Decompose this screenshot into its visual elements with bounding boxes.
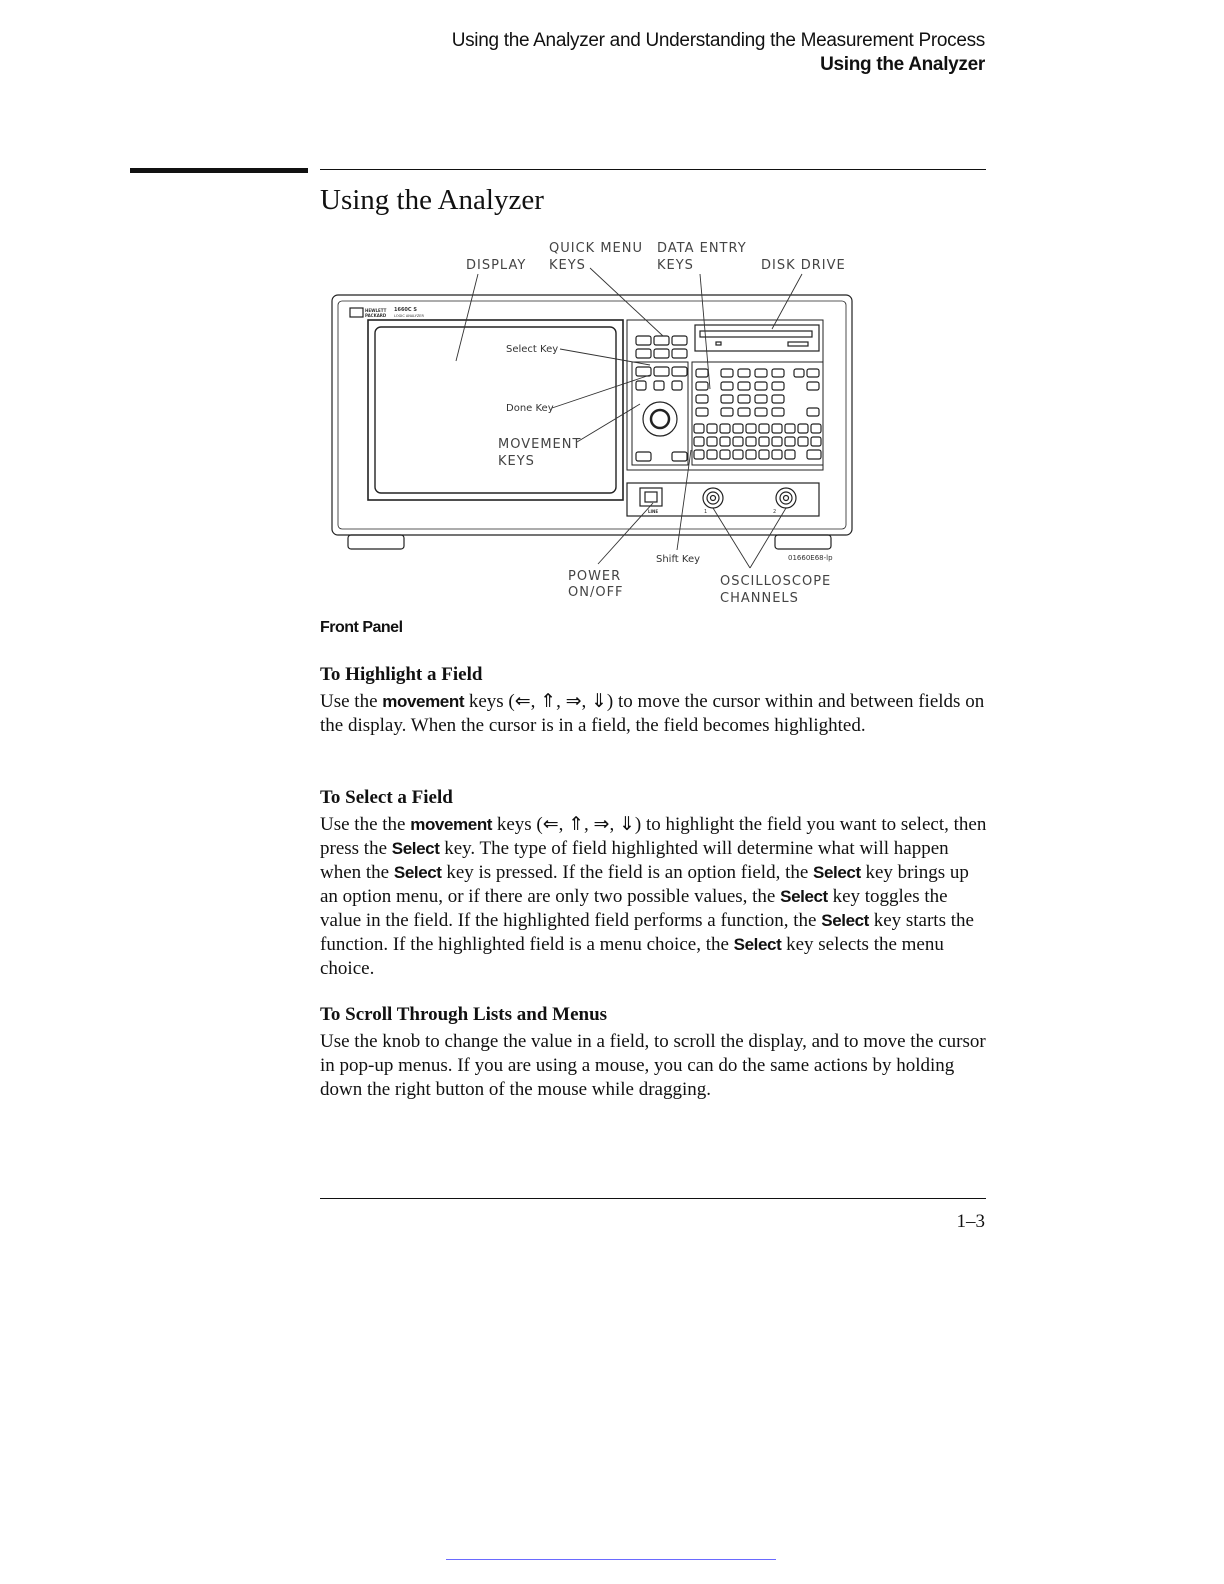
label-oscilloscope-1: OSCILLOSCOPE: [720, 574, 832, 589]
label-power-2: ON/OFF: [568, 585, 624, 600]
hp-logo: [350, 308, 363, 317]
label-power-1: POWER: [568, 569, 622, 584]
footer-link-line: [446, 1559, 776, 1560]
brand-text-1: HEWLETT: [365, 308, 387, 313]
display-bezel: [368, 320, 623, 500]
keyword-select: Select: [733, 935, 782, 954]
section-scroll-lists: [320, 1004, 988, 1102]
label-movement-2: KEYS: [498, 454, 535, 469]
label-oscilloscope-2: CHANNELS: [720, 591, 799, 606]
channel-1-label: 1: [704, 509, 708, 515]
right-foot: [775, 535, 831, 549]
keyword-select: Select: [391, 839, 440, 858]
scope-channel-2: [776, 488, 796, 508]
display-screen: [375, 327, 616, 493]
page-title: Using the Analyzer: [320, 184, 544, 216]
running-header-section: Using the Analyzer: [820, 54, 985, 75]
scope-channel-1: [703, 488, 723, 508]
disk-drive: [695, 325, 819, 351]
model-number: 1660C S: [394, 307, 417, 313]
section-body: Use the knob to change the value in a field, to scroll the display, and to move the cursor in pop-up menus. If you are using a mouse, you can do the same actions by holding down the right button of the mouse while dragging.: [320, 1031, 986, 1100]
keyword-select: Select: [780, 887, 828, 906]
keyword-select: Select: [821, 911, 869, 930]
label-data-entry-1: DATA ENTRY: [657, 241, 747, 256]
data-entry-keys: [694, 369, 821, 459]
front-panel-diagram: [320, 232, 880, 612]
header-rule-thick: [130, 168, 308, 173]
section-body: Use the movement keys (⇐, ⇑, ⇒, ⇓) to move the cursor within and between fields on the display. When the cursor is in a field, the field becomes highlighted.: [320, 691, 985, 736]
footer-rule: [320, 1198, 986, 1199]
keyword-movement: movement: [410, 815, 493, 834]
label-display: DISPLAY: [466, 258, 527, 273]
label-shift-key: Shift Key: [656, 554, 701, 565]
section-heading: To Select a Field: [320, 787, 453, 808]
keyword-movement: movement: [382, 692, 465, 711]
keyword-select: Select: [813, 863, 861, 882]
channel-2-label: 2: [773, 509, 777, 515]
model-subtitle: LOGIC ANALYZER: [394, 314, 424, 318]
label-select-key: Select Key: [506, 344, 559, 355]
movement-keys: [636, 367, 687, 461]
section-highlight-field: [320, 664, 988, 738]
knob-inner: [651, 410, 669, 428]
section-body: Use the the movement keys (⇐, ⇑, ⇒, ⇓) to highlight the field you want to select, then press the Select key. The type of field highlighted will determine what will happen when the Select key is pressed. If the field is an option field, the Select key brings up an option menu, or if there are only two possible values, the Select key toggles the value in the field. If the highlighted field performs a function, the Select key starts the function. If the highlighted field is a menu choice, the Select key selects the menu choice.: [320, 814, 987, 979]
running-header-chapter: Using the Analyzer and Understanding the Measurement Process: [451, 30, 985, 51]
power-switch: [640, 488, 662, 506]
power-line-label: LINE: [648, 509, 659, 514]
label-done-key: Done Key: [506, 403, 554, 414]
section-select-field: [320, 787, 988, 981]
front-panel-figure: [320, 232, 880, 612]
knob-outer: [643, 402, 677, 436]
label-quick-menu-2: KEYS: [549, 258, 586, 273]
page-number: 1–3: [956, 1211, 985, 1232]
left-foot: [348, 535, 404, 549]
keyword-select: Select: [393, 863, 442, 882]
figure-part-code: 01660E68-lp: [788, 554, 833, 562]
label-disk-drive: DISK DRIVE: [761, 258, 846, 273]
header-rule-thin: [320, 169, 986, 170]
section-heading: To Scroll Through Lists and Menus: [320, 1004, 608, 1025]
section-heading: To Highlight a Field: [320, 664, 483, 685]
brand-text-2: PACKARD: [365, 313, 387, 318]
label-data-entry-2: KEYS: [657, 258, 694, 273]
label-quick-menu-1: QUICK MENU: [549, 241, 643, 256]
figure-caption: Front Panel: [320, 619, 403, 636]
quick-menu-keys: [636, 336, 687, 358]
label-movement-1: MOVEMENT: [498, 437, 582, 452]
